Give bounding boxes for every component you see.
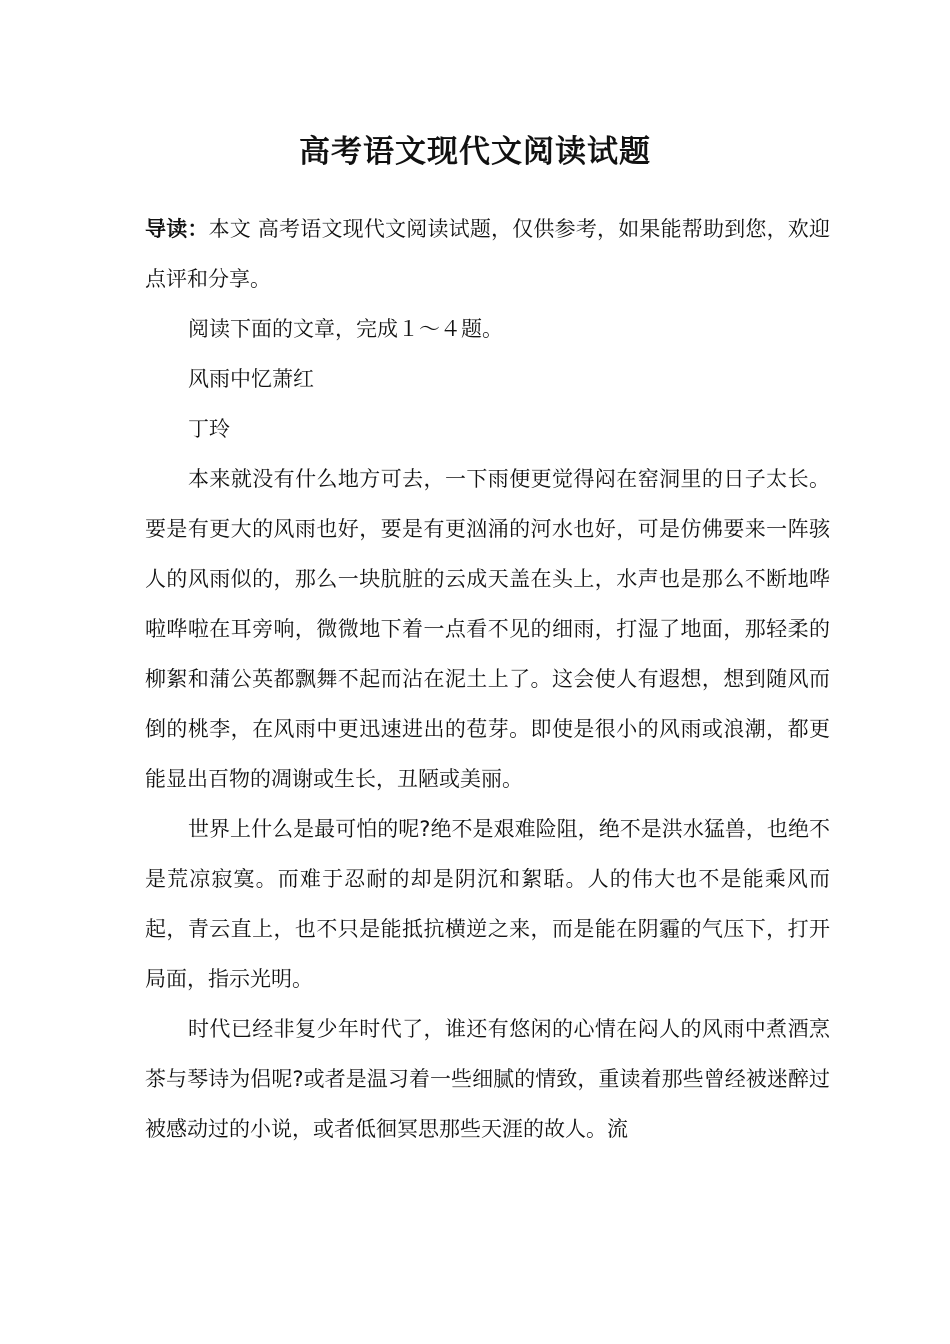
lead-paragraph	[145, 204, 830, 304]
document-title: 高考语文现代文阅读试题	[299, 134, 651, 170]
article-author: 丁玲	[188, 417, 230, 441]
reading-instruction: 阅读下面的文章，完成１～４题。	[188, 317, 503, 341]
lead-label: 导读：	[145, 217, 209, 241]
article-paragraph-1: 本来就没有什么地方可去，一下雨便更觉得闷在窑洞里的日子太长。要是有更大的风雨也好，要是有更汹涌的河水也好，可是仿佛要来一阵骇人的风雨似的，那么一块肮脏的云成天盖在头上，水声也是那么不断地哗啦哗啦在耳旁响，微微地下着一点看不见的细雨，打湿了地面，那轻柔的柳絮和蒲公英都飘舞不起而沾在泥土上了。这会使人有遐想，想到随风而倒的桃李，在风雨中更迅速进出的苞芽。即使是很小的风雨或浪潮，都更能显出百物的凋谢或生长，丑陋或美丽。	[145, 467, 830, 791]
lead-text: 本文 高考语文现代文阅读试题，仅供参考，如果能帮助到您，欢迎点评和分享。	[145, 217, 830, 291]
article-paragraph-3: 时代已经非复少年时代了，谁还有悠闲的心情在闷人的风雨中煮酒烹茶与琴诗为侣呢?或者是温习着一些细腻的情致，重读着那些曾经被迷醉过被感动过的小说，或者低徊冥思那些天涯的故人。流	[145, 1017, 830, 1141]
document-body	[145, 204, 830, 1154]
article-title: 风雨中忆萧红	[188, 367, 314, 391]
article-paragraph-2: 世界上什么是最可怕的呢?绝不是艰难险阻，绝不是洪水猛兽，也绝不是荒凉寂寞。而难于忍耐的却是阴沉和絮聒。人的伟大也不是能乘风而起，青云直上，也不只是能抵抗横逆之来，而是能在阴霾的气压下，打开局面，指示光明。	[145, 817, 830, 991]
